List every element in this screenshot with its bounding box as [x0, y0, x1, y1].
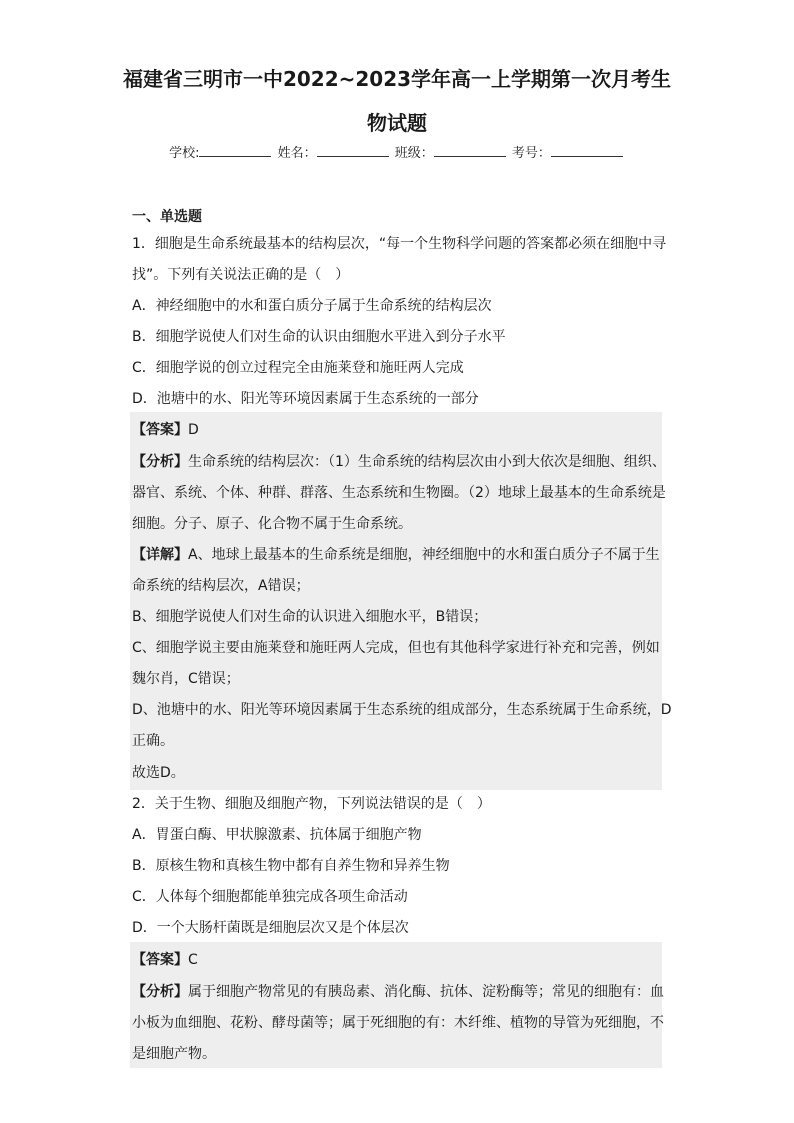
analysis-text: 属于细胞产物常见的有胰岛素、消化酶、抗体、淀粉酶等；常见的细胞有：血	[188, 984, 664, 1000]
q1-option-b: B．细胞学说使人们对生命的认识由细胞水平进入到分子水平	[132, 329, 506, 345]
answer-tag: 【答案】	[132, 422, 188, 438]
q1-detail-line-7: 正确。	[132, 733, 174, 749]
q2-option-d: D．一个大肠杆菌既是细胞层次又是个体层次	[132, 920, 409, 936]
number-label: 考号：	[511, 146, 551, 161]
detail-tag: 【详解】	[132, 547, 188, 563]
name-blank	[317, 143, 389, 157]
detail-text: A、地球上最基本的生命系统是细胞，神经细胞中的水和蛋白质分子不属于生	[188, 547, 660, 563]
q1-stem-line-2: 找”。下列有关说法正确的是（ ）	[132, 267, 350, 283]
q2-option-a: A．胃蛋白酶、甲状腺激素、抗体属于细胞产物	[132, 827, 422, 843]
school-label: 学校:	[169, 146, 200, 161]
name-label: 姓名：	[277, 146, 317, 161]
q1-detail-line-1	[132, 545, 660, 565]
q1-analysis-line-1	[132, 452, 666, 472]
q2-option-c: C．人体每个细胞都能单独完成各项生命活动	[132, 889, 408, 905]
q1-answer	[132, 420, 199, 440]
analysis-tag: 【分析】	[132, 454, 188, 470]
section-heading: 一、单选题	[132, 209, 202, 225]
q2-stem: 2．关于生物、细胞及细胞产物，下列说法错误的是（ ）	[132, 796, 491, 812]
analysis-tag: 【分析】	[132, 984, 188, 1000]
q1-detail-line-3: B、细胞学说使人们对生命的认识进入细胞水平，B错误；	[132, 609, 488, 625]
q1-analysis-line-2: 器官、系统、个体、种群、群落、生态系统和生物圈。（2）地球上最基本的生命系统是	[132, 485, 666, 501]
school-blank	[199, 143, 271, 157]
student-info-row	[0, 143, 794, 164]
q2-analysis-line-2: 小板为血细胞、花粉、酵母菌等；属于死细胞的有：木纤维、植物的导管为死细胞，不	[132, 1015, 664, 1031]
answer-value: D	[188, 422, 199, 438]
q1-option-a: A．神经细胞中的水和蛋白质分子属于生命系统的结构层次	[132, 298, 492, 314]
q1-detail-line-5: 魏尔肖，C错误；	[132, 671, 240, 687]
q1-stem-line-1: 1．细胞是生命系统最基本的结构层次，“每一个生物科学问题的答案都必须在细胞中寻	[132, 236, 667, 252]
document-title-line-2: 物试题	[367, 111, 427, 135]
q2-analysis-line-1	[132, 982, 664, 1002]
q1-option-d: D．池塘中的水、阳光等环境因素属于生态系统的一部分	[132, 391, 479, 407]
class-label: 班级：	[394, 146, 434, 161]
q1-analysis-line-3: 细胞。分子、原子、化合物不属于生命系统。	[132, 516, 412, 532]
class-blank	[434, 143, 506, 157]
number-blank	[551, 143, 623, 157]
q1-conclusion: 故选D。	[132, 765, 185, 781]
answer-value: C	[188, 952, 198, 968]
answer-tag: 【答案】	[132, 952, 188, 968]
q1-detail-line-4: C、细胞学说主要由施莱登和施旺两人完成，但也有其他科学家进行补充和完善，例如	[132, 640, 660, 656]
analysis-text: 生命系统的结构层次：（1）生命系统的结构层次由小到大依次是细胞、组织、	[188, 454, 666, 470]
q2-option-b: B．原核生物和真核生物中都有自养生物和异养生物	[132, 858, 450, 874]
q2-analysis-line-3: 是细胞产物。	[132, 1046, 216, 1062]
q1-detail-line-2: 命系统的结构层次，A错误；	[132, 578, 310, 594]
q1-option-c: C．细胞学说的创立过程完全由施莱登和施旺两人完成	[132, 360, 464, 376]
document-title-line-1: 福建省三明市一中2022~2023学年高一上学期第一次月考生	[122, 67, 672, 91]
q2-answer	[132, 950, 198, 970]
q1-detail-line-6: D、池塘中的水、阳光等环境因素属于生态系统的组成部分，生态系统属于生命系统，D	[132, 702, 672, 718]
